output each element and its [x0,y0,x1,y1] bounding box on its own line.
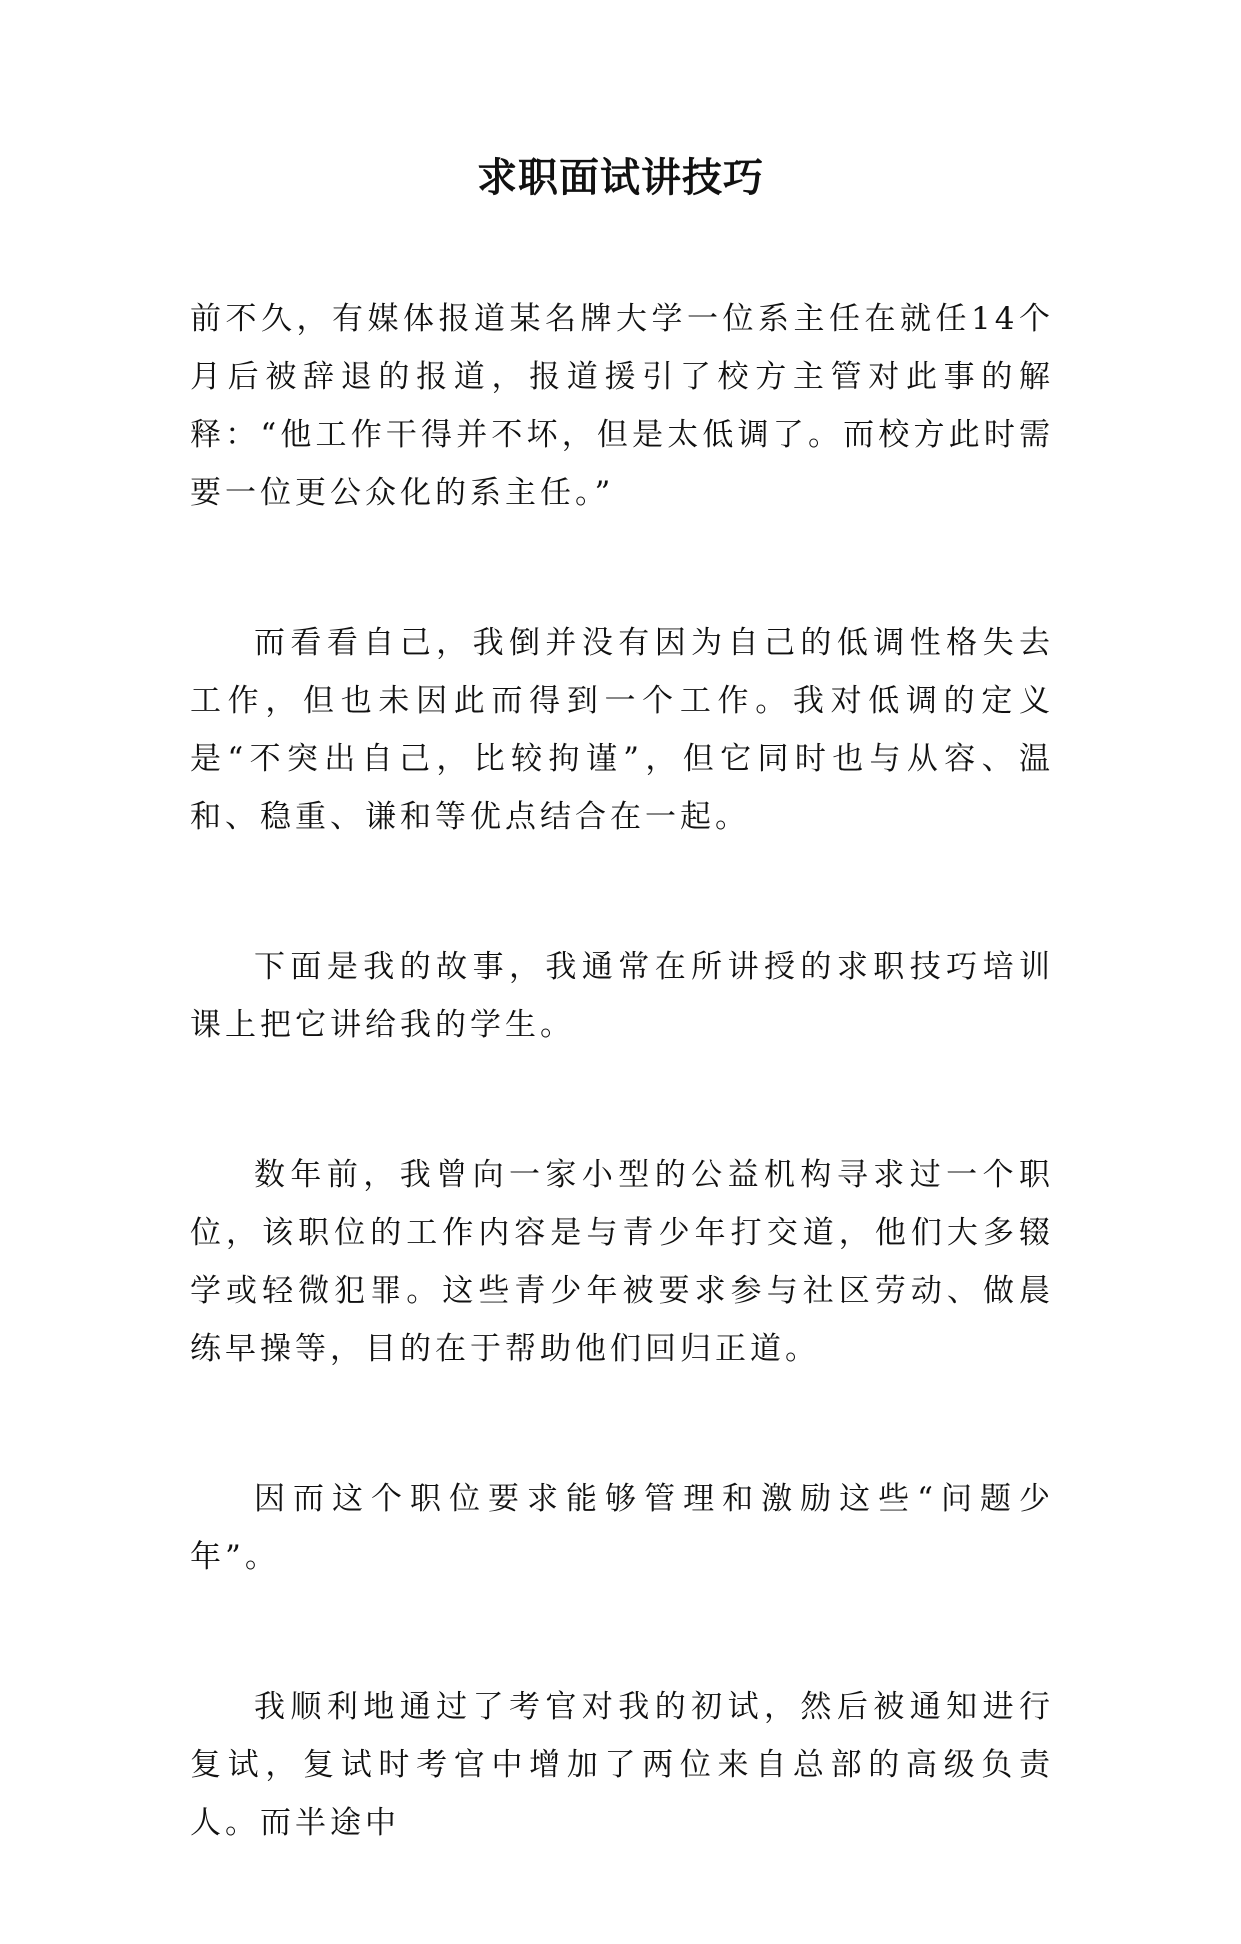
paragraph-5: 因而这个职位要求能够管理和激励这些“问题少年”。 [190,1481,1054,1575]
document-body [190,290,1054,1944]
document-title: 求职面试讲技巧 [477,155,764,201]
paragraph-6: 我顺利地通过了考官对我的初试，然后被通知进行复试，复试时考官中增加了两位来自总部的高级负责人。而半途中 [190,1689,1054,1841]
paragraph-3: 下面是我的故事，我通常在所讲授的求职技巧培训课上把它讲给我的学生。 [190,949,1054,1043]
paragraph-2: 而看看自己，我倒并没有因为自己的低调性格失去工作，但也未因此而得到一个工作。我对低调的定义是“不突出自己，比较拘谨”，但它同时也与从容、温和、稳重、谦和等优点结合在一起。 [190,625,1054,835]
paragraph-4: 数年前，我曾向一家小型的公益机构寻求过一个职位，该职位的工作内容是与青少年打交道，他们大多辍学或轻微犯罪。这些青少年被要求参与社区劳动、做晨练早操等，目的在于帮助他们回归正道。 [190,1157,1054,1367]
paragraph-1: 前不久，有媒体报道某名牌大学一位系主任在就任14个月后被辞退的报道，报道援引了校方主管对此事的解释：“他工作干得并不坏，但是太低调了。而校方此时需要一位更公众化的系主任。” [190,301,1054,511]
